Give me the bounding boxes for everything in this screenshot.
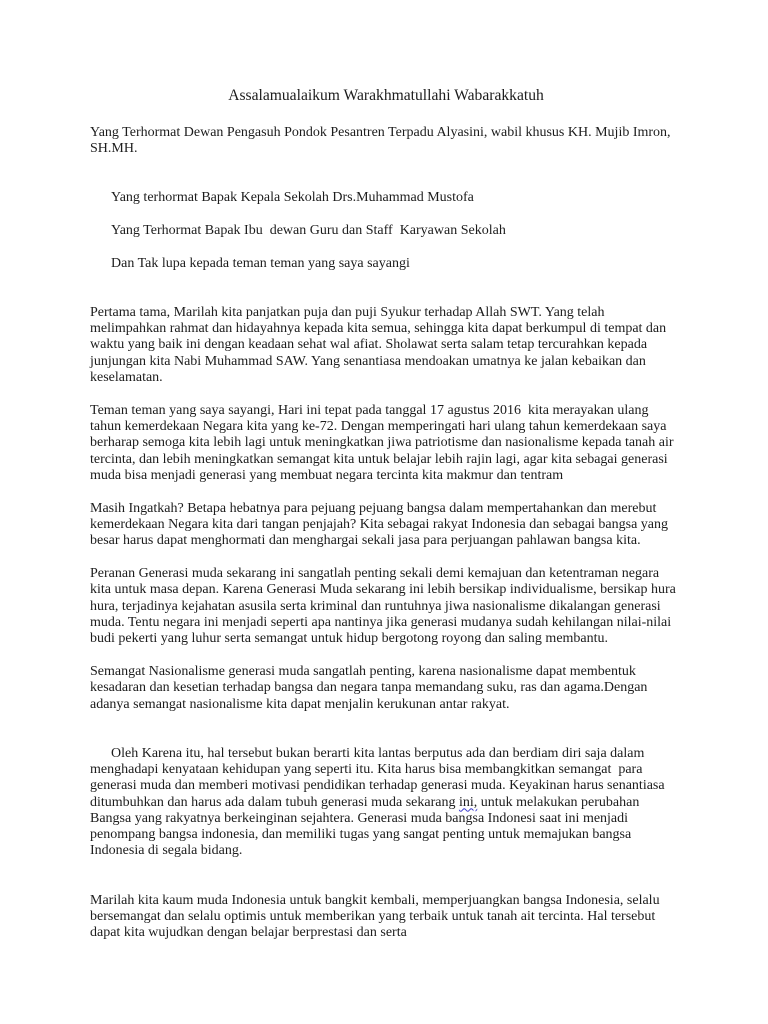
paragraph-semangat-nasionalisme: Semangat Nasionalisme generasi muda sangatlah penting, karena nasionalisme dapat membentuk kesadaran dan kesetian terhadap bangsa dan negara tanpa memandang suku, ras dan agama.Dengan adanya semangat nasionalisme kita dapat menjalin kerukunan antar rakyat. — [90, 664, 651, 712]
salutation-line-teman: Dan Tak lupa kepada teman teman yang saya sayangi — [111, 255, 410, 271]
paragraph-independence-day: Teman teman yang saya sayangi, Hari ini tepat pada tanggal 17 agustus 2016 kita merayakan ulang tahun kemerdekaan Negara kita yang ke-72. Dengan memperingati hari ulang tahun kemerdekaan saya berharap semoga kita lebih lagi untuk meningkatkan jiwa patriotisme dan nasionalisme kepada tanah air tercinta, dan lebih meningkatkan semangat kita untuk belajar lebih rajin lagi, agar kita sebagai generasi muda bisa menjadi generasi yang membuat negara tercinta kita makmur dan tentram — [90, 402, 678, 483]
paragraph-oleh-karena-itu — [90, 729, 682, 876]
paragraph-peranan-generasi-muda: Peranan Generasi muda sekarang ini sangatlah penting sekali demi kemajuan dan ketentraman negara kita untuk masa depan. Karena Generasi Muda sekarang ini lebih bersikap individualisme, bersikap hura hura, terjadinya kejahatan asusila serta kriminal dan runtuhnya jiwa nasionalisme dikalangan generasi muda. Tentu negara ini menjadi seperti apa nantinya jika generasi mudanya sudah kehilangan nilai-nilai budi pekerti yang luhur serta semangat untuk hidup bergotong royong dan saling membantu. — [90, 566, 680, 647]
document-content — [90, 87, 682, 941]
paragraph-salutation-dewan-pengasuh: Yang Terhormat Dewan Pengasuh Pondok Pesantren Terpadu Alyasini, wabil khusus KH. Mujib Imron, SH.MH. — [90, 125, 675, 157]
salutation-line-guru-staff: Yang Terhormat Bapak Ibu dewan Guru dan Staff Karyawan Sekolah — [111, 222, 506, 238]
paragraph-salutation-list — [90, 174, 682, 288]
document-title: Assalamualaikum Warakhmatullahi Wabarakkatuh — [228, 87, 544, 104]
paragraph-opening-thanks: Pertama tama, Marilah kita panjatkan puja dan puji Syukur terhadap Allah SWT. Yang telah melimpahkan rahmat dan hidayahnya kepada kita semua, sehingga kita dapat berkumpul di tempat dan waktu yang baik ini dengan keadaan sehat wal afiat. Sholawat serta salam tetap tercurahkan kepada junjungan kita Nabi Muhammad SAW. Yang senantiasa mendoakan umatnya ke jalan kebaikan dan keselamatan. — [90, 304, 670, 385]
salutation-line-kepala-sekolah: Yang terhormat Bapak Kepala Sekolah Drs.Muhammad Mustofa — [111, 190, 474, 206]
paragraph-masih-ingatkah: Masih Ingatkah? Betapa hebatnya para pejuang pejuang bangsa dalam mempertahankan dan merebut kemerdekaan Negara kita dari tangan penjajah? Kita sebagai rakyat Indonesia dan sebagai bangsa yang besar harus dapat menghormati dan menghargai sekali jasa para perjuangan pahlawan bangsa kita. — [90, 500, 672, 549]
spellcheck-squiggle-word: ini, — [458, 794, 478, 810]
paragraph-closing-marilah: Marilah kita kaum muda Indonesia untuk bangkit kembali, memperjuangkan bangsa Indonesia, selalu bersemangat dan selalu optimis untuk memberikan yang terbaik untuk tanah ait tercinta. Hal tersebut dapat kita wujudkan dengan belajar berprestasi dan serta — [90, 892, 664, 941]
paragraph-text-after-squiggle: untuk melakukan perubahan Bangsa yang rakyatnya berkeinginan sejahtera. Generasi muda bangsa Indonesi saat ini menjadi penompang bangsa indonesia, dan memiliki tugas yang sangat penting untuk memajukan bangsa Indonesia di segala bidang. — [90, 794, 643, 859]
paragraph-text-before-squiggle: Oleh Karena itu, hal tersebut bukan berarti kita lantas berputus ada dan berdiam diri saja dalam menghadapi kenyataan kehidupan yang seperti itu. Kita harus bisa membangkitkan semangat para generasi muda dan memberi motivasi pendidikan terhadap generasi muda. Keyakinan harus senantiasa ditumbuhkan dan harus ada dalam tubuh generasi muda sekarang — [90, 745, 669, 810]
